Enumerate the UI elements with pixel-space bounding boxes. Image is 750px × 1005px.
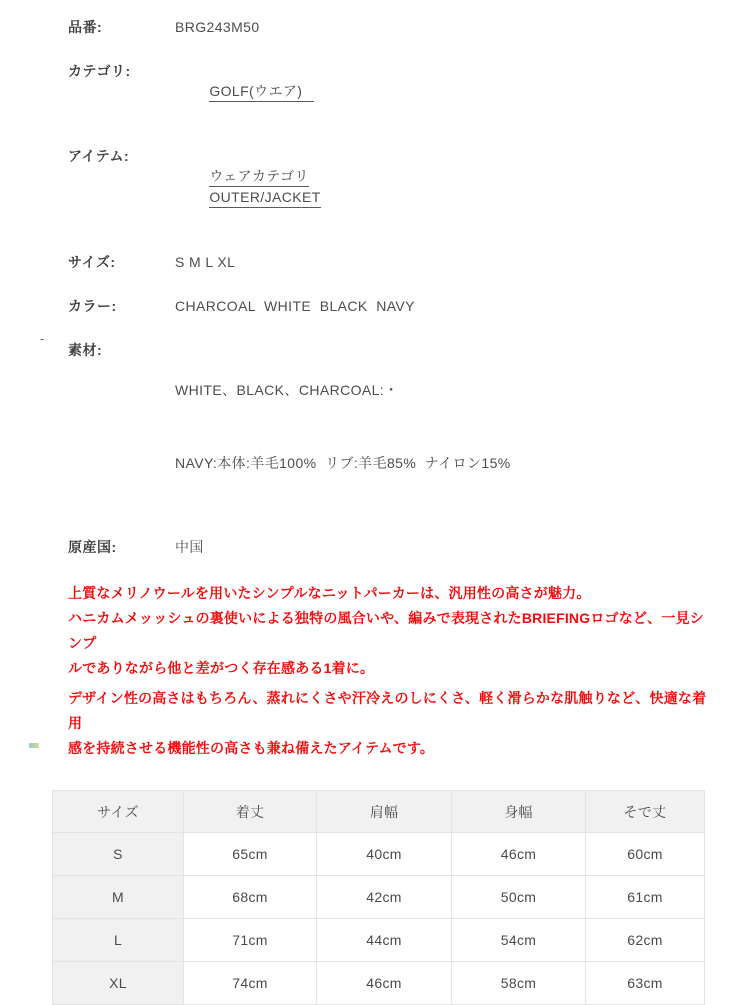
- item-label: アイテム:: [68, 148, 130, 164]
- size-cell: L: [53, 919, 184, 962]
- size-cell: S: [53, 833, 184, 876]
- size-label: サイズ:: [68, 254, 116, 270]
- measurement-cell: 61cm: [586, 876, 705, 919]
- part-number-value: BRG243M50: [175, 19, 260, 35]
- size-chart-row-l: [53, 919, 705, 962]
- measurement-cell: 62cm: [586, 919, 705, 962]
- size-chart-row-m: [53, 876, 705, 919]
- item-outer-jacket-link[interactable]: OUTER/JACKET: [209, 187, 320, 208]
- size-chart-header: 身幅: [452, 791, 586, 833]
- measurement-cell: 68cm: [184, 876, 317, 919]
- measurement-cell: 65cm: [184, 833, 317, 876]
- part-number-label: 品番:: [68, 19, 103, 35]
- measurement-cell: 54cm: [452, 919, 586, 962]
- spec-row-color: [68, 296, 750, 316]
- measurement-cell: 60cm: [586, 833, 705, 876]
- size-chart-header: そで丈: [586, 791, 705, 833]
- size-value: S M L XL: [175, 254, 236, 270]
- spec-row-category: [68, 61, 750, 122]
- spec-row-origin: [68, 537, 750, 557]
- spec-row-part-number: [68, 17, 750, 37]
- material-label: 素材:: [68, 342, 103, 358]
- description-line: 上質なメリノウールを用いたシンプルなニットパーカーは、汎用性の高さが魅力。: [68, 585, 591, 601]
- measurement-cell: 74cm: [184, 962, 317, 1005]
- measurement-cell: 58cm: [452, 962, 586, 1005]
- spec-row-size: [68, 252, 750, 272]
- category-link[interactable]: GOLF(ウエア): [209, 81, 314, 102]
- size-chart-header: 着丈: [184, 791, 317, 833]
- item-value: [175, 146, 321, 228]
- size-chart-row-s: [53, 833, 705, 876]
- cropped-image-fragment: [29, 743, 39, 748]
- category-value: [175, 61, 314, 122]
- material-line-1: WHITE、BLACK、CHARCOAL:・: [175, 382, 399, 398]
- material-line-2: NAVY:本体:羊毛100% リブ:羊毛85% ナイロン15%: [175, 455, 511, 471]
- description-line: デザイン性の高さはもちろん、蒸れにくさや汗冷えのしにくさ、軽く滑らかな肌触りなど、快適な着用: [68, 690, 707, 731]
- size-chart-row-xl: [53, 962, 705, 1005]
- size-chart-header: 肩幅: [317, 791, 452, 833]
- measurement-cell: 50cm: [452, 876, 586, 919]
- measurement-cell: 71cm: [184, 919, 317, 962]
- size-cell: M: [53, 876, 184, 919]
- color-label: カラー:: [68, 298, 117, 314]
- material-value: [175, 340, 511, 513]
- measurement-cell: 63cm: [586, 962, 705, 1005]
- product-description: [68, 581, 716, 761]
- size-cell: XL: [53, 962, 184, 1005]
- description-line: ルでありながら他と差がつく存在感ある1着に。: [68, 660, 375, 676]
- spec-row-material: [68, 340, 750, 513]
- measurement-cell: 46cm: [452, 833, 586, 876]
- origin-value: 中国: [175, 539, 204, 555]
- size-chart-header: サイズ: [53, 791, 184, 833]
- size-chart-table: [52, 790, 705, 1005]
- description-line: ハニカムメッッシュの裏使いによる独特の風合いや、編みで表現されたBRIEFINGロゴなど、一見シンプ: [68, 610, 704, 651]
- measurement-cell: 40cm: [317, 833, 452, 876]
- measurement-cell: 44cm: [317, 919, 452, 962]
- measurement-cell: 46cm: [317, 962, 452, 1005]
- color-value: CHARCOAL WHITE BLACK NAVY: [175, 298, 415, 314]
- item-wear-category-link[interactable]: ウェアカテゴリ: [209, 166, 309, 187]
- size-chart-header-row: [53, 791, 705, 833]
- category-label: カテゴリ:: [68, 63, 131, 79]
- spec-row-item: [68, 146, 750, 228]
- measurement-cell: 42cm: [317, 876, 452, 919]
- description-line: 感を持続させる機能性の高さも兼ね備えたアイテムです。: [68, 740, 435, 756]
- origin-label: 原産国:: [68, 539, 117, 555]
- divider-mark: -: [40, 331, 45, 346]
